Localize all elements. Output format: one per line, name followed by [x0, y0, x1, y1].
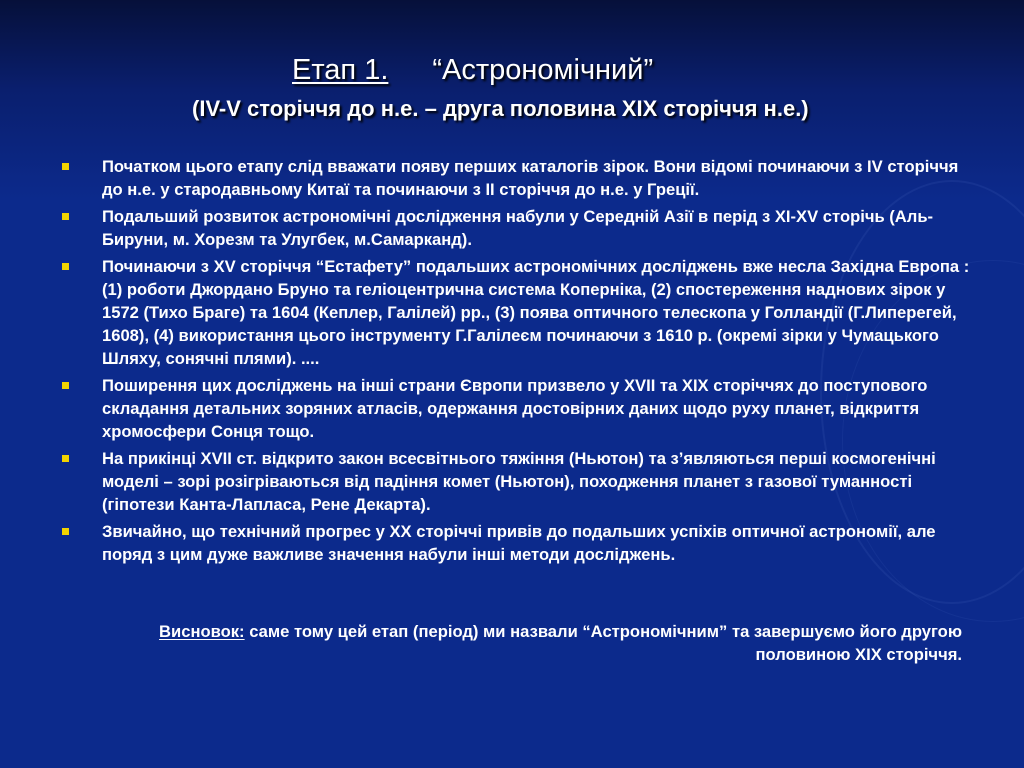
square-bullet-icon: [62, 455, 69, 462]
bullet-text: Починаючи з ХV сторіччя “Естафету” подальших астрономічних досліджень вже несла Західна Европа : (1) роботи Джордано Бруно та геліоцентрична система Коперніка, (2) спостереження наднових зірок у 1572 (Тихо Браге) та 1604 (Кеплер, Галілей) рр., (3) поява оптичного телескопа у Голландії (Г.Липерегей, 1608), (4) використання цього інструменту Г.Галілеєм починаючи з 1610 р. (окремі зірки у Чумацького Шляху, сонячні плями). ....: [102, 257, 970, 368]
conclusion: [80, 620, 962, 666]
slide-subtitle: (IV-V сторіччя до н.е. – друга половина ХІХ сторіччя н.е.): [192, 96, 809, 121]
square-bullet-icon: [62, 163, 69, 170]
title-name: “Астрономічний”: [432, 54, 654, 86]
square-bullet-icon: [62, 528, 69, 535]
bullet-text: Поширення цих досліджень на інші страни Європи призвело у ХVІІ та ХІХ сторіччях до поступового складання детальних зоряних атласів, одержання достовірних даних щодо руху планет, відкриття хромосфери Сонця тощо.: [102, 376, 928, 441]
conclusion-text: саме тому цей етап (період) ми назвали “Астрономічним” та завершуємо його другою половиною ХІХ сторіччя.: [244, 622, 962, 664]
bullet-item: [62, 520, 982, 566]
bullet-text: Подальший розвиток астрономічні дослідження набули у Середній Азії в перід з ХІ-ХV сторічь (Аль-Бируни, м. Хорезм та Улугбек, м.Самарканд).: [102, 207, 934, 249]
bullet-text: На прикінці ХVІІ ст. відкрито закон всесвітнього тяжіння (Ньютон) та з’являються перші космогенічні моделі – зорі розігріваються від падіння комет (Ньютон), походження планет з газової туманності (гіпотези Канта-Лапласа, Рене Декарта).: [102, 449, 936, 514]
square-bullet-icon: [62, 213, 69, 220]
title-stage: Етап 1.: [292, 54, 389, 86]
bullet-list: [62, 155, 982, 570]
bullet-item: [62, 447, 982, 516]
bullet-item: [62, 374, 982, 443]
square-bullet-icon: [62, 263, 69, 270]
square-bullet-icon: [62, 382, 69, 389]
bullet-item: [62, 205, 982, 251]
bullet-item: [62, 255, 982, 370]
bullet-text: Звичайно, що технічний прогрес у ХХ сторіччі привів до подальших успіхів оптичної астрономії, але поряд з цим дуже важливе значення набули інші методи досліджень.: [102, 522, 936, 564]
conclusion-label: Висновок:: [159, 622, 245, 641]
bullet-item: [62, 155, 982, 201]
slide-title: [292, 54, 653, 87]
bullet-text: Початком цього етапу слід вважати появу перших каталогів зірок. Вони відомі починаючи з IV сторіччя до н.е. у стародавньому Китаї та починаючи з ІІ сторіччя до н.е. у Греції.: [102, 157, 959, 199]
